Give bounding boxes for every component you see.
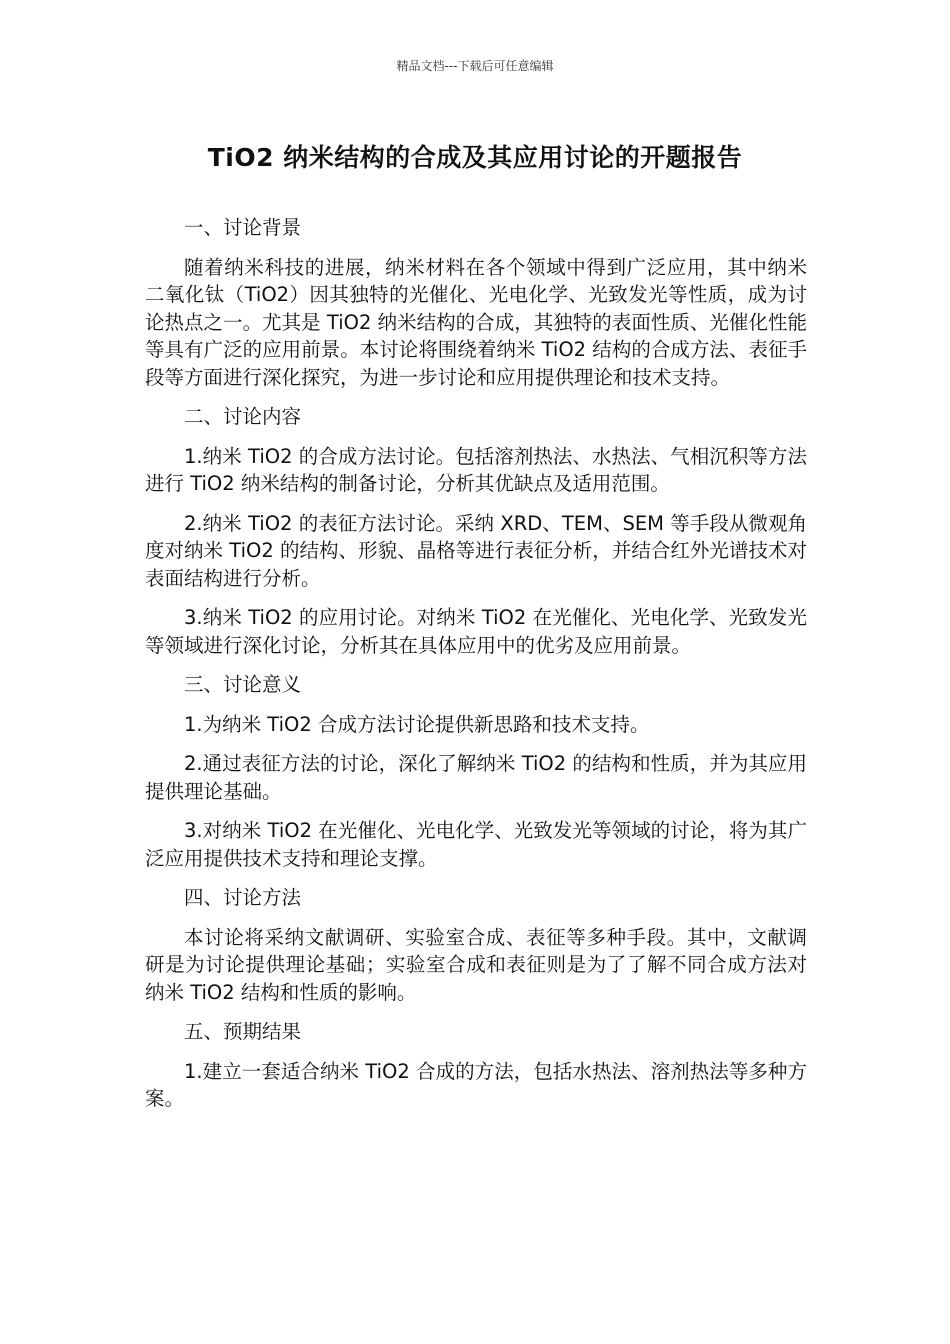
section-heading-methods: 四、讨论方法	[184, 886, 302, 909]
paragraph-significance-2: 2.通过表征方法的讨论，深化了解纳米 TiO2 的结构和性质，并为其应用提供理论基础。	[145, 752, 807, 803]
paragraph-content-1: 1.纳米 TiO2 的合成方法讨论。包括溶剂热法、水热法、气相沉积等方法进行 TiO2 纳米结构的制备讨论，分析其优缺点及适用范围。	[145, 444, 807, 495]
section-heading-significance: 三、讨论意义	[184, 673, 302, 696]
paragraph-significance-1: 1.为纳米 TiO2 合成方法讨论提供新思路和技术支持。	[184, 712, 650, 736]
paragraph-background: 随着纳米科技的进展，纳米材料在各个领域中得到广泛应用，其中纳米二氧化钛（TiO2）因其独特的光催化、光电化学、光致发光等性质，成为讨论热点之一。尤其是 TiO2 纳米结构的合成，其独特的表面性质、光催化性能等具有广泛的应用前景。本讨论将围绕着纳米 TiO2 结构的合成方法、表征手段等方面进行深化探究，为进一步讨论和应用提供理论和技术支持。	[145, 255, 807, 389]
paragraph-methods: 本讨论将采纳文献调研、实验室合成、表征等多种手段。其中，文献调研是为讨论提供理论基础；实验室合成和表征则是为了了解不同合成方法对纳米 TiO2 结构和性质的影响。	[145, 925, 807, 1004]
paragraph-content-2: 2.纳米 TiO2 的表征方法讨论。采纳 XRD、TEM、SEM 等手段从微观角度对纳米 TiO2 的结构、形貌、晶格等进行表征分析，并结合红外光谱技术对表面结构进行分析。	[145, 511, 807, 590]
paragraph-significance-3: 3.对纳米 TiO2 在光催化、光电化学、光致发光等领域的讨论，将为其广泛应用提供技术支持和理论支撑。	[145, 819, 807, 870]
header-note: 精品文档---下载后可任意编辑	[396, 59, 554, 73]
section-heading-expected-results: 五、预期结果	[184, 1020, 302, 1043]
section-heading-background: 一、讨论背景	[184, 216, 302, 239]
paragraph-content-3: 3.纳米 TiO2 的应用讨论。对纳米 TiO2 在光催化、光电化学、光致发光等领域进行深化讨论，分析其在具体应用中的优劣及应用前景。	[145, 606, 807, 657]
document-body	[145, 214, 807, 1125]
paragraph-expected-results-1: 1.建立一套适合纳米 TiO2 合成的方法，包括水热法、溶剂热法等多种方案。	[145, 1059, 807, 1110]
section-heading-content: 二、讨论内容	[184, 405, 302, 428]
document-title: TiO2 纳米结构的合成及其应用讨论的开题报告	[207, 143, 743, 172]
